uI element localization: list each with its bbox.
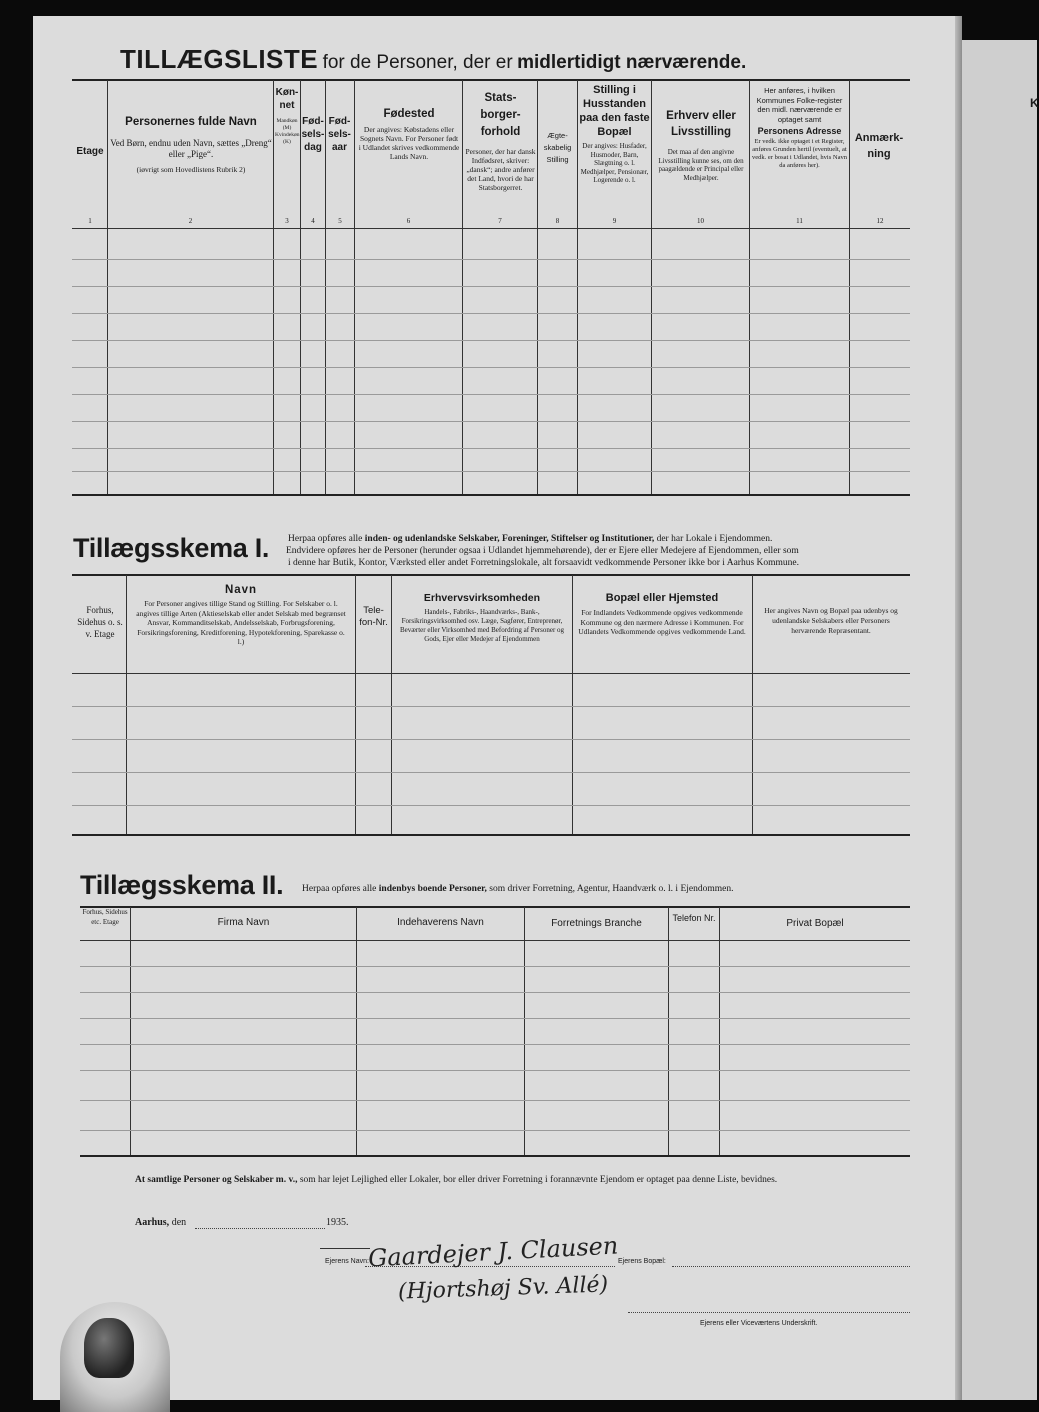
skema1-col-navn-block — [134, 584, 348, 647]
skema2-title: Tillægsskema II. — [80, 870, 284, 900]
col-foedested-header: Fødested — [383, 108, 435, 120]
main-title-bold: midlertidigt nærværende. — [517, 52, 747, 73]
col-number: 8 — [555, 217, 560, 225]
col-foedested-sub: Der angives: Købstadens eller Sognets Navn. For Personer født i Udlandet skrives vedkommende Lands Navn. — [358, 125, 460, 161]
col-number: 12 — [876, 217, 884, 225]
skema2-col-etage: Forhus, Sidehus etc. Etage — [82, 908, 128, 926]
skema2-top-rule — [80, 906, 910, 908]
col-number: 6 — [406, 217, 411, 225]
main-top-rule — [72, 79, 910, 81]
col-number: 2 — [188, 217, 193, 225]
skema2-intro — [302, 884, 733, 894]
col-statsborger-block — [465, 90, 536, 192]
skema1-col-erhverv: Erhvervsvirksomheden — [423, 592, 541, 604]
col-number: 10 — [697, 217, 704, 225]
main-title-rest: for de Personer, der er — [322, 52, 513, 73]
signature-line — [628, 1312, 910, 1313]
next-page-edge — [962, 40, 1037, 1400]
col-number: 11 — [796, 217, 803, 225]
col-number: 4 — [311, 217, 315, 225]
col-foedested-block — [358, 108, 460, 161]
skema1-intro-1a: Herpaa opføres alle — [288, 534, 363, 544]
col-adresse-block — [751, 86, 848, 170]
footer-statement-rest: som har lejet Lejlighed eller Lokaler, bor eller driver Forretning i forannævnte Ejendom er optaget paa denne Liste, bevidnes. — [299, 1175, 778, 1185]
owner-address-label: Ejerens Bopæl: — [618, 1258, 666, 1265]
col-statsborger-header: Stats-borger-forhold — [480, 92, 521, 138]
col-number: 7 — [498, 217, 502, 225]
skema2-col-indehaver: Indehaverens Navn — [397, 917, 484, 928]
footer-year: 1935. — [326, 1217, 349, 1228]
thumbnail-shadow — [84, 1318, 134, 1378]
skema1-title: Tillægsskema I. — [73, 533, 270, 563]
col-navn-header: Personernes fulde Navn — [125, 116, 257, 128]
col-etage-header: Etage — [76, 146, 104, 157]
col-number: 3 — [285, 217, 289, 225]
main-bottom-rule — [72, 494, 910, 496]
date-line — [195, 1228, 325, 1229]
skema2-col-branche: Forretnings Branche — [551, 918, 642, 929]
skema1-top-rule — [72, 574, 910, 576]
skema1-col-erhverv-sub: Handels-, Fabriks-, Haandværks-, Bank-, Forsikringsvirksomhed osv. Læge, Sagfører, Entreprenør, Beværter eller Virksomhed med Befordring af Personer og Gods, Ejer eller Medejer af Ejendommen — [399, 608, 565, 643]
skema1-bottom-rule — [72, 834, 910, 836]
col-foedselsdag-header: Fød-sels-dag — [301, 116, 325, 153]
page-gutter — [955, 16, 962, 1400]
col-stilling-block — [579, 83, 650, 185]
col-erhverv-sub: Det maa af den angivne Livsstilling kunne ses, om den paagældende er Principal eller Medhjælper. — [658, 148, 744, 182]
skema1-intro-2: Endvidere opføres her de Personer (herunder ogsaa i Udlandet hjemmehørende), der er Ejere eller Medejere af Ejendommen, eller som — [286, 546, 799, 556]
main-header-rule — [72, 228, 910, 229]
main-title-big: TILLÆGSLISTE — [120, 44, 319, 74]
skema2-intro-c: som driver Forretning, Agentur, Haandværk o. l. i Ejendommen. — [489, 884, 734, 894]
col-number: 1 — [88, 217, 92, 225]
col-anmaerkning-header: Anmærk-ning — [854, 132, 904, 160]
skema1-col-erhverv-block — [396, 592, 568, 644]
col-stilling-header: Stilling i Husstanden paa den faste Bopæl — [579, 84, 650, 138]
skema1-col-bopael-block — [577, 592, 747, 637]
skema2-bottom-rule — [80, 1155, 910, 1157]
owner-name-label: Ejerens Navn: — [325, 1258, 369, 1265]
col-statsborger-sub: Personer, der har dansk Indfødsret, skriver: „dansk“; andre anfører det Land, hvori de har Statsborgerret. — [465, 147, 536, 192]
skema1-col-navn-sub: For Personer angives tillige Stand og Stilling. For Selskaber o. l. angives tillige Arten (Aktieselskab eller andet Selskab med begrænset Ansvar, Kommanditselskab, Andelsselskab, Forbrugsforening, Forsikringsforening, Kreditforening, Hypotekforening, Sparekasse o. l.) — [136, 599, 346, 646]
owner-name-mark — [320, 1248, 370, 1249]
skema1-col-navn: Navn — [224, 584, 258, 596]
col-navn-sub: Ved Børn, endnu uden Navn, sættes „Dreng“ eller „Pige“. — [110, 138, 272, 159]
col-koen-header: Køn-net — [275, 87, 299, 111]
col-navn-note: (iøvrigt som Hovedlistens Rubrik 2) — [136, 165, 246, 174]
skema1-header-rule — [72, 673, 910, 674]
footer-place — [135, 1217, 186, 1228]
skema1-intro-1b: inden- og udenlandske Selskaber, Foreninger, Stiftelser og Institutioner, — [364, 534, 655, 544]
skema2-col-firma: Firma Navn — [217, 917, 270, 928]
skema1-col-etage: Forhus, Sidehus o. s. v. Etage — [77, 605, 123, 639]
skema2-header-rule — [80, 940, 910, 941]
skema1-col-tlf: Tele-fon-Nr. — [359, 605, 388, 628]
col-adresse-sub: Er vedk. ikke optaget i et Register, anføres Grunden hertil (eventuelt, at vedk. er bosat i Udlandet, hvis Navn da anføres her). — [752, 138, 847, 169]
skema1-col-bopael-sub: For Indlandets Vedkommende opgives vedkommende Kommune og den nærmere Adresse i Kommunen. For Udlandets Vedkommende opgives vedkommende Land. — [578, 608, 746, 636]
skema2-intro-a: Herpaa opføres alle — [302, 884, 377, 894]
footer-statement — [135, 1175, 777, 1185]
main-list-title — [120, 44, 746, 75]
col-number: 5 — [338, 217, 342, 225]
skema1-col-repr: Her angives Navn og Bopæl paa udenbys og udenlandske Selskabers eller Personers herværende Repræsentant. — [764, 606, 898, 635]
skema2-col-bopael: Privat Bopæl — [786, 918, 844, 929]
col-foedselsaar-header: Fød-sels-aar — [328, 116, 351, 153]
footer-place-name: Aarhus, — [135, 1217, 170, 1228]
footer-statement-bold: At samtlige Personer og Selskaber m. v., — [135, 1175, 298, 1185]
col-adresse-header: Personens Adresse — [757, 126, 842, 136]
skema2-col-tlf: Telefon Nr. — [672, 913, 716, 923]
footer-den: den — [171, 1217, 187, 1228]
handwritten-owner-name: Gaardejer J. Clausen — [367, 1231, 619, 1273]
col-number: 9 — [612, 217, 617, 225]
skema1-intro — [288, 533, 910, 569]
owner-address-line — [672, 1266, 910, 1267]
col-adresse-pre: Her anføres, i hvilken Kommunes Folke-register den midl. nærværende er optaget samt — [756, 86, 843, 124]
handwritten-address: (Hjortshøj Sv. Allé) — [397, 1272, 609, 1305]
col-koen-sub: Mandkøn (M) Kvindekøn (K) — [275, 118, 300, 145]
col-erhverv-header: Erhverv eller Livsstilling — [666, 110, 736, 138]
skema2-intro-b: indenbys boende Personer, — [378, 884, 487, 894]
col-koen-block — [275, 86, 299, 146]
col-navn-header-block — [110, 116, 272, 174]
skema1-intro-3: i denne har Butik, Kontor, Værksted eller andet Forretningslokale, alt forsaavidt vedkommende Personer ikke bor i Aarhus Kommune. — [288, 558, 800, 568]
signature-label: Ejerens eller Viceværtens Underskrift. — [700, 1320, 818, 1327]
col-aegteskab-header: Ægte-skabelig Stilling — [543, 131, 572, 164]
col-erhverv-block — [655, 108, 747, 182]
col-stilling-sub: Der angives: Husfader, Husmoder, Barn, Slægtning o. l. Medhjælper, Pensionær, Logerende o. l. — [580, 142, 649, 184]
skema1-intro-1c: der har Lokale i Ejendommen. — [656, 534, 773, 544]
next-page-letter: K — [1030, 96, 1039, 110]
skema1-col-bopael: Bopæl eller Hjemsted — [605, 592, 719, 604]
